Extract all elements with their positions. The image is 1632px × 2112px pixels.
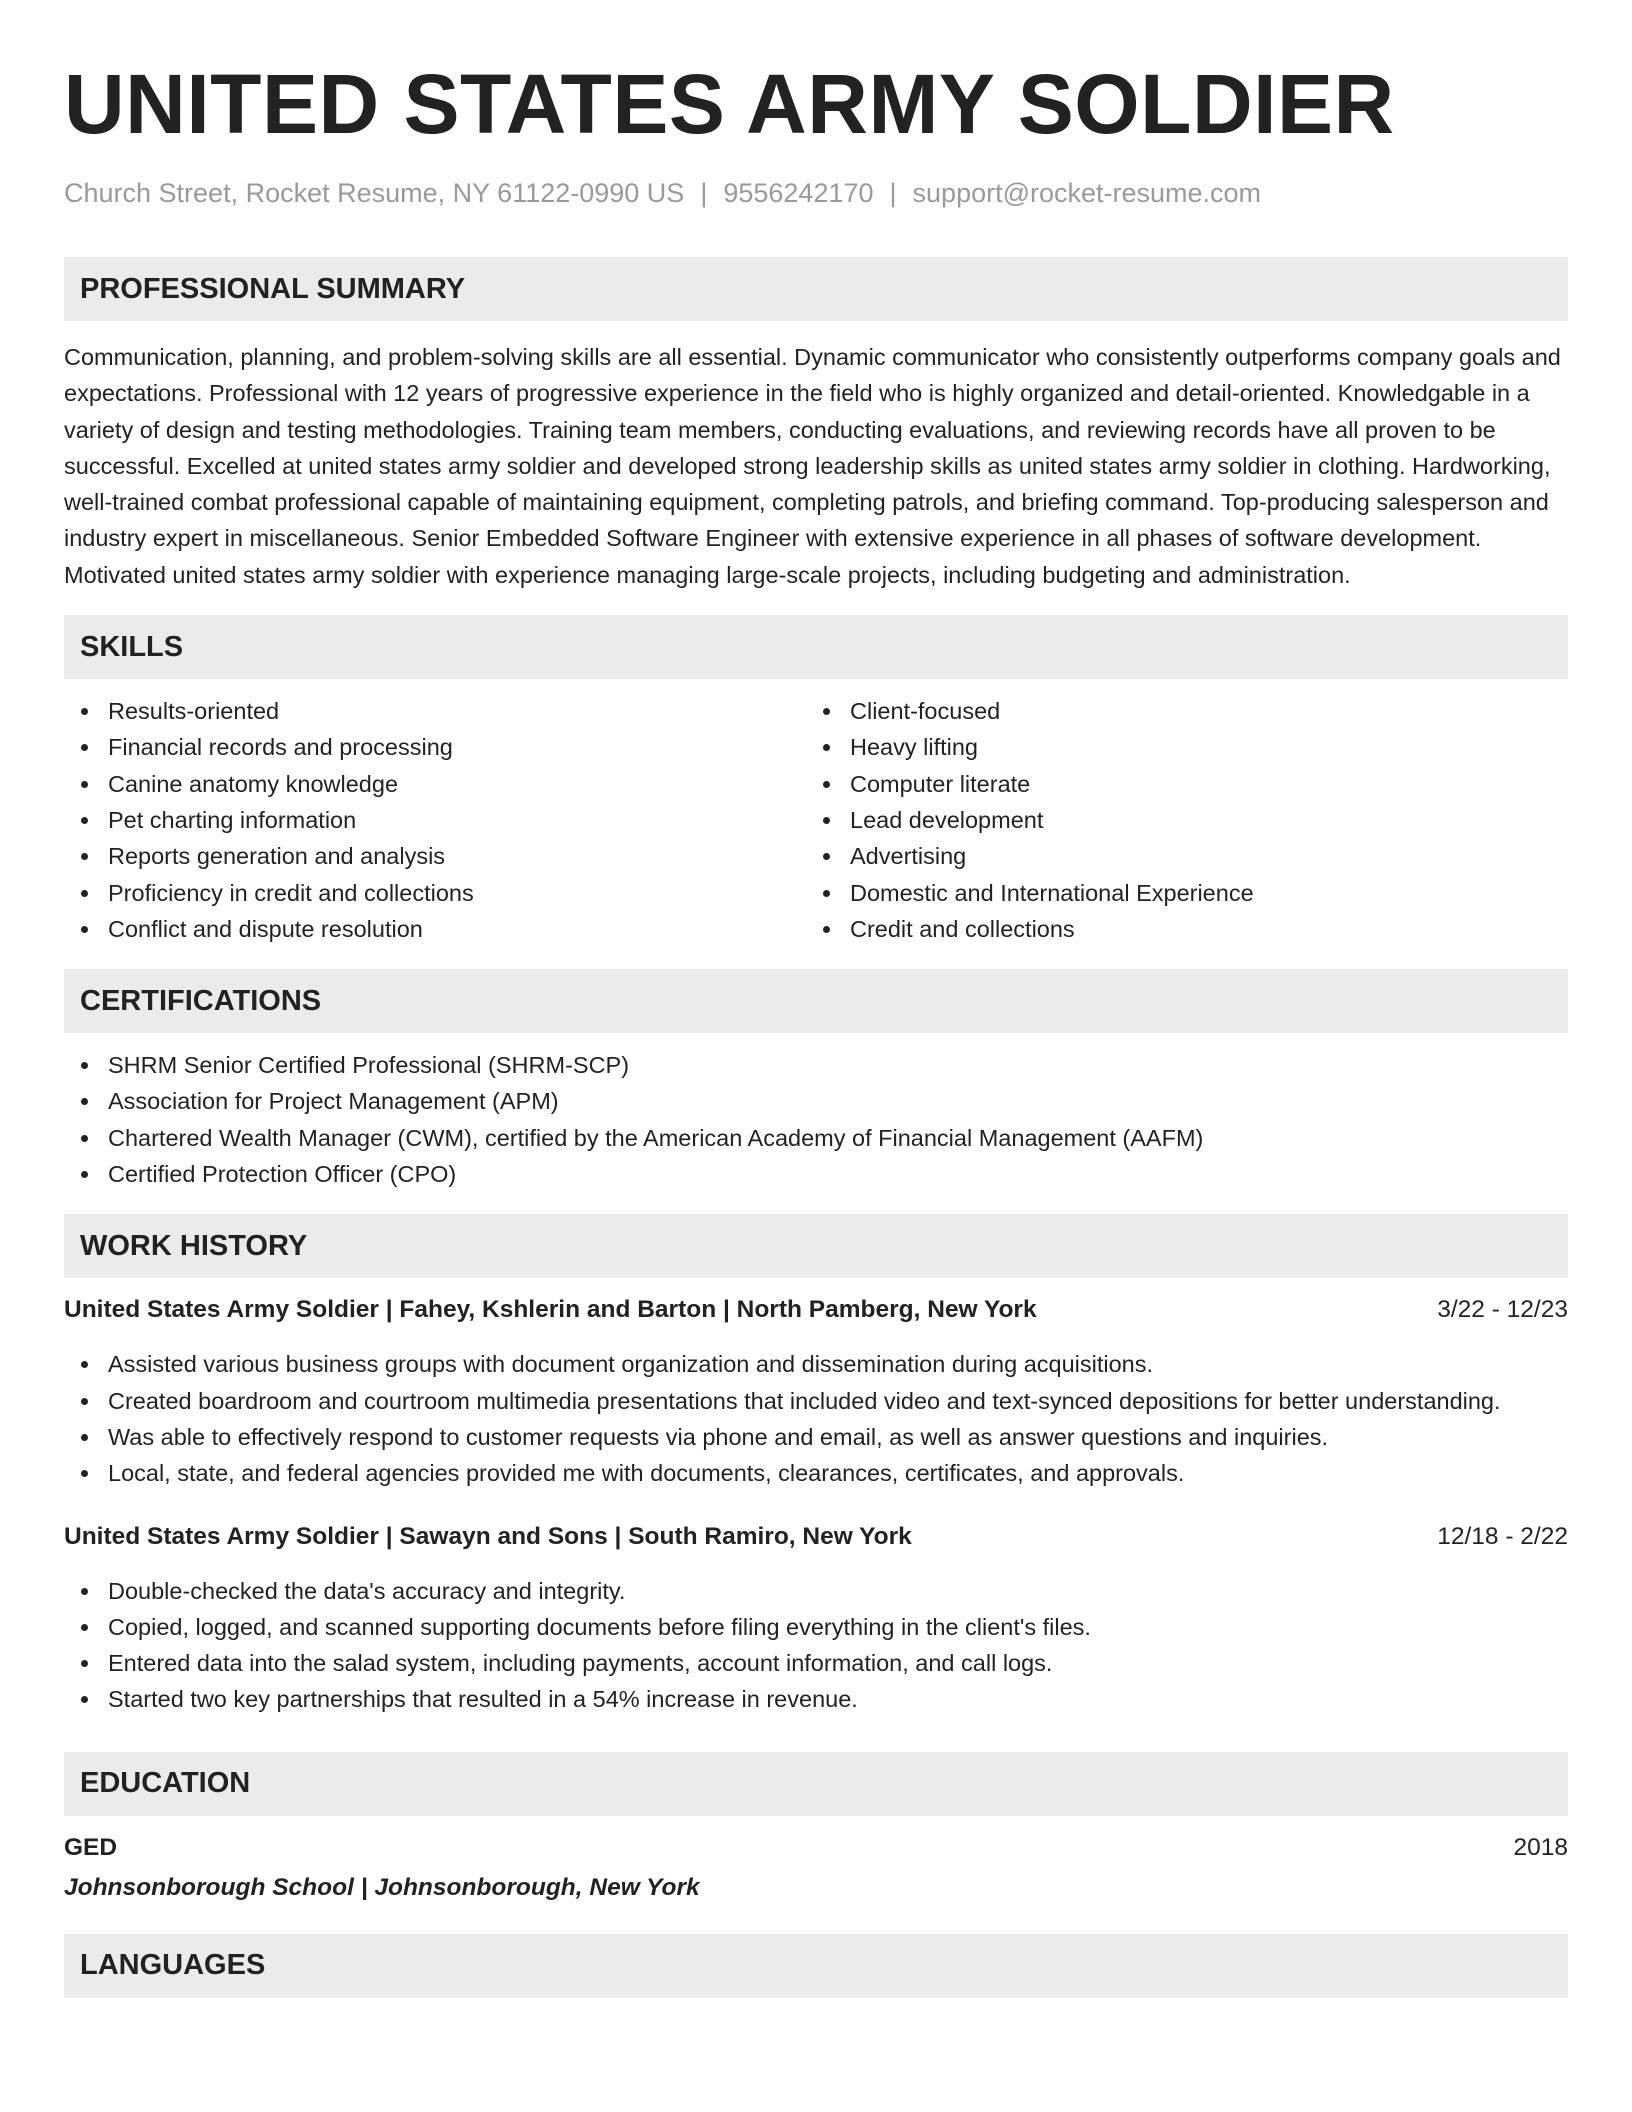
job-entry — [64, 1293, 1568, 1491]
job-bullets — [64, 1346, 1568, 1491]
job-bullets — [64, 1573, 1568, 1718]
certification-item: Association for Project Management (APM) — [64, 1083, 1568, 1119]
job-dates: 12/18 - 2/22 — [1437, 1522, 1568, 1550]
job-bullet: Local, state, and federal agencies provided me with documents, clearances, certificates, and approvals. — [64, 1455, 1568, 1491]
job-bullet: Assisted various business groups with document organization and dissemination during acquisitions. — [64, 1346, 1568, 1382]
job-bullet: Entered data into the salad system, including payments, account information, and call logs. — [64, 1645, 1568, 1681]
job-bullet: Started two key partnerships that resulted in a 54% increase in revenue. — [64, 1681, 1568, 1717]
skill-item: Domestic and International Experience — [806, 875, 1548, 911]
education-school: Johnsonborough School | Johnsonborough, New York — [64, 1873, 700, 1901]
job-header — [64, 1293, 1568, 1327]
candidate-name: UNITED STATES ARMY SOLDIER — [64, 57, 1395, 151]
skill-item: Financial records and processing — [64, 729, 806, 765]
section-heading-education: EDUCATION — [64, 1752, 1568, 1816]
skill-item: Results-oriented — [64, 693, 806, 729]
job-bullet: Was able to effectively respond to customer requests via phone and email, as well as answer questions and inquiries. — [64, 1419, 1568, 1455]
professional-summary-text: Communication, planning, and problem-solving skills are all essential. Dynamic communicator who consistently outperforms company goals and expectations. Professional with 12 years of progressive experience in the field who is highly organized and detail-oriented. Knowledgable in a variety of design and testing methodologies. Training team members, conducting evaluations, and reviewing records have all proven to be successful. Excelled at united states army soldier and developed strong leadership skills as united states army soldier in clothing. Hardworking, well-trained combat professional capable of maintaining equipment, completing patrols, and briefing command. Top-producing salesperson and industry expert in miscellaneous. Senior Embedded Software Engineer with extensive experience in all phases of software development. Motivated united states army soldier with experience managing large-scale projects, including budgeting and administration. — [64, 344, 1561, 588]
skill-item: Computer literate — [806, 766, 1548, 802]
contact-separator: | — [889, 178, 897, 208]
job-bullet: Copied, logged, and scanned supporting documents before filing everything in the client's files. — [64, 1609, 1568, 1645]
job-title: United States Army Soldier | Sawayn and Sons | South Ramiro, New York — [64, 1522, 912, 1550]
skills-list-left — [64, 693, 806, 947]
job-entry — [64, 1520, 1568, 1718]
contact-address: Church Street, Rocket Resume, NY 61122-0990 US — [64, 178, 685, 208]
certification-item: SHRM Senior Certified Professional (SHRM-SCP) — [64, 1047, 1568, 1083]
skill-item: Lead development — [806, 802, 1548, 838]
skill-item: Credit and collections — [806, 911, 1548, 947]
contact-line — [64, 176, 1568, 210]
section-heading-summary: PROFESSIONAL SUMMARY — [64, 257, 1568, 321]
certifications-list — [64, 1047, 1568, 1192]
contact-phone: 9556242170 — [723, 178, 874, 208]
skill-item: Advertising — [806, 838, 1548, 874]
section-heading-languages: LANGUAGES — [64, 1934, 1568, 1998]
skill-item: Reports generation and analysis — [64, 838, 806, 874]
skill-item: Pet charting information — [64, 802, 806, 838]
skill-item: Heavy lifting — [806, 729, 1548, 765]
job-title: United States Army Soldier | Fahey, Kshlerin and Barton | North Pamberg, New York — [64, 1296, 1037, 1324]
education-entry — [64, 1831, 1568, 1905]
job-bullet: Created boardroom and courtroom multimedia presentations that included video and text-synced depositions for better understanding. — [64, 1383, 1568, 1419]
job-header — [64, 1520, 1568, 1554]
certification-item: Chartered Wealth Manager (CWM), certified by the American Academy of Financial Management (AAFM) — [64, 1120, 1568, 1156]
education-header — [64, 1831, 1568, 1865]
job-dates: 3/22 - 12/23 — [1437, 1296, 1568, 1324]
skill-item: Conflict and dispute resolution — [64, 911, 806, 947]
contact-email[interactable]: support@rocket-resume.com — [912, 178, 1262, 208]
skills-columns — [64, 693, 1568, 947]
job-bullet: Double-checked the data's accuracy and integrity. — [64, 1573, 1568, 1609]
skills-list-right — [806, 693, 1548, 947]
skill-item: Client-focused — [806, 693, 1548, 729]
education-year: 2018 — [1513, 1833, 1568, 1861]
skill-item: Canine anatomy knowledge — [64, 766, 806, 802]
education-degree: GED — [64, 1833, 118, 1861]
certification-item: Certified Protection Officer (CPO) — [64, 1156, 1568, 1192]
resume-content — [64, 54, 1568, 1998]
contact-separator: | — [700, 178, 708, 208]
section-heading-work-history: WORK HISTORY — [64, 1214, 1568, 1278]
section-heading-certifications: CERTIFICATIONS — [64, 969, 1568, 1033]
skill-item: Proficiency in credit and collections — [64, 875, 806, 911]
section-heading-skills: SKILLS — [64, 615, 1568, 679]
